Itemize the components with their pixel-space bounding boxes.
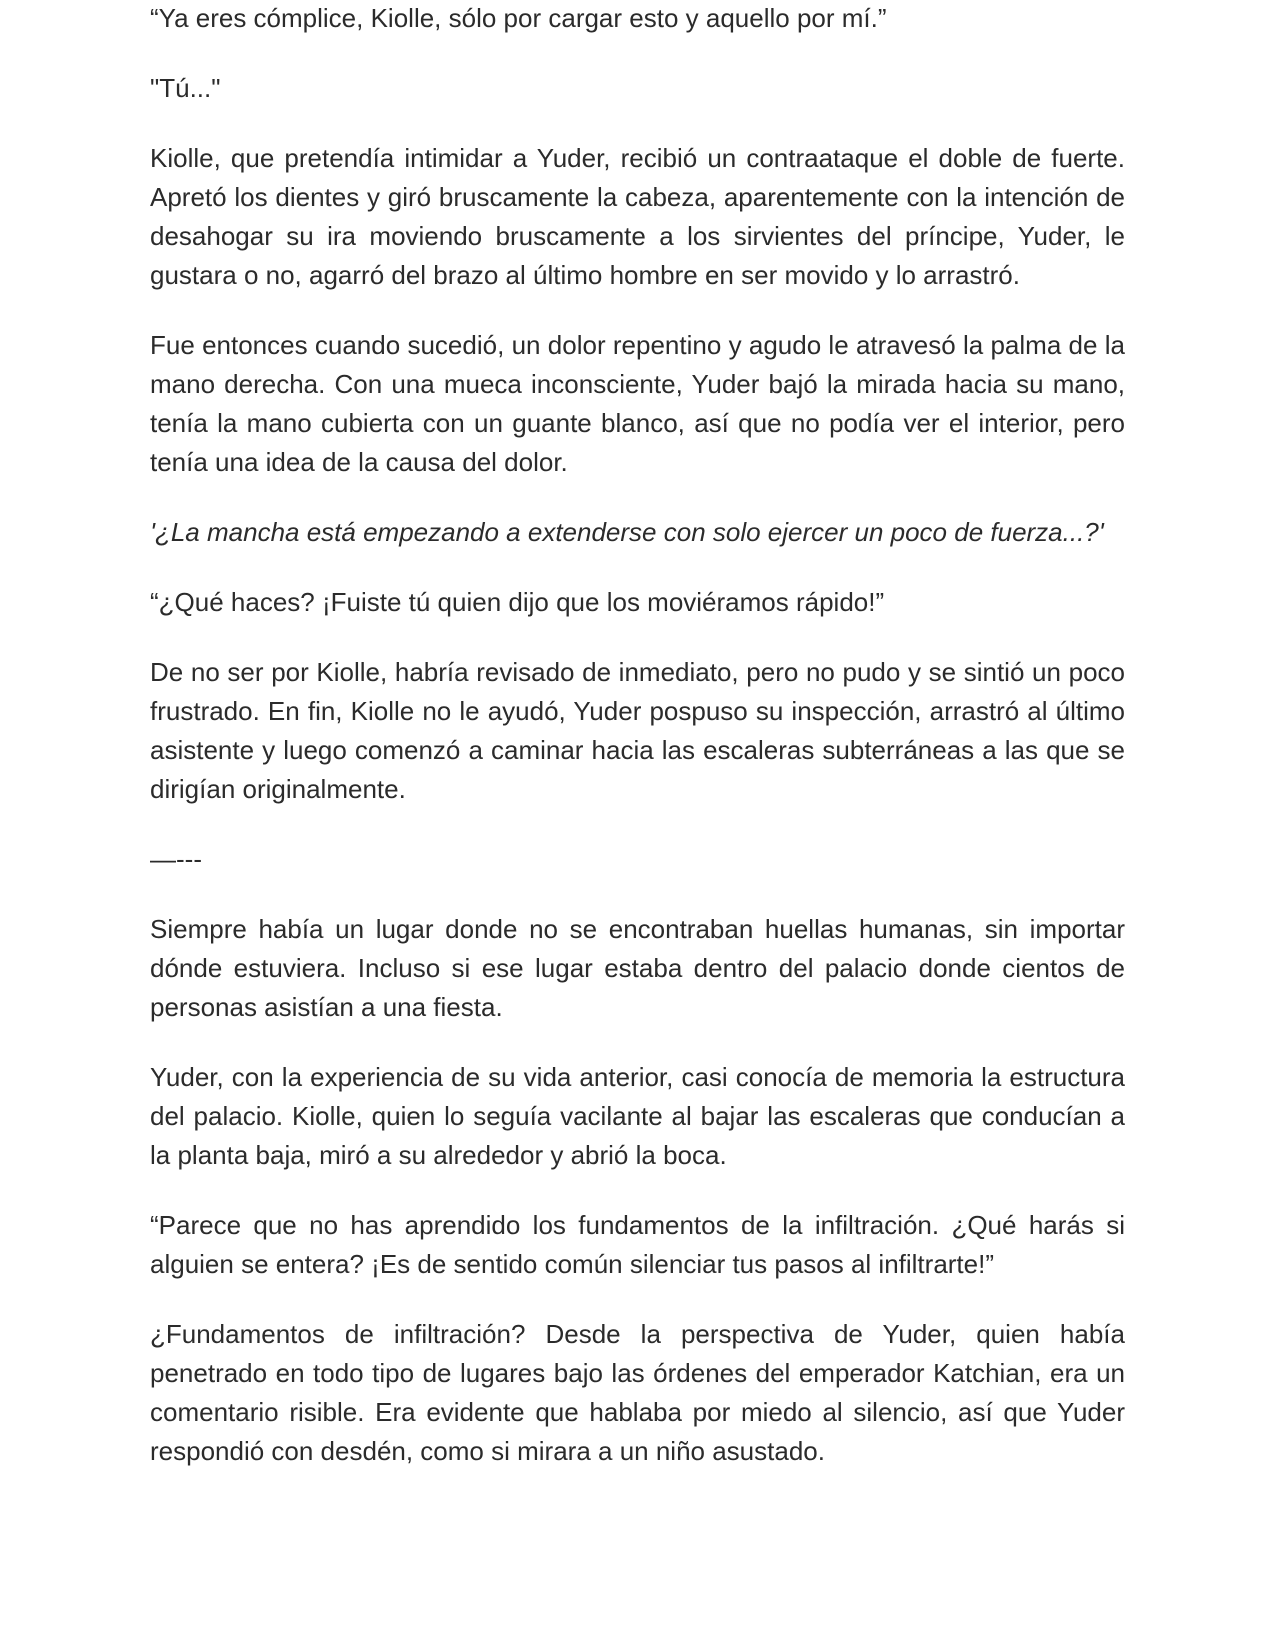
paragraph-dialogue: "Tú..." <box>150 73 221 103</box>
paragraph: Siempre había un lugar donde no se encontraban huellas humanas, sin importar dónde estuviera. Incluso si ese lugar estaba dentro del palacio donde cientos de personas asistían a una fiesta. <box>150 914 1125 1022</box>
paragraph-dialogue: “Parece que no has aprendido los fundamentos de la infiltración. ¿Qué harás si alguien se entera? ¡Es de sentido común silenciar tus pasos al infiltrarte!” <box>150 1210 1125 1279</box>
paragraph-dialogue: “¿Qué haces? ¡Fuiste tú quien dijo que los moviéramos rápido!” <box>150 587 885 617</box>
paragraph: Fue entonces cuando sucedió, un dolor repentino y agudo le atravesó la palma de la mano derecha. Con una mueca inconsciente, Yuder bajó la mirada hacia su mano, tenía la mano cubierta con un guante blanco, así que no podía ver el interior, pero tenía una idea de la causa del dolor. <box>150 330 1125 477</box>
paragraph: ¿Fundamentos de infiltración? Desde la perspectiva de Yuder, quien había penetrado en todo tipo de lugares bajo las órdenes del emperador Katchian, era un comentario risible. Era evidente que hablaba por miedo al silencio, así que Yuder respondió con desdén, como si mirara a un niño asustado. <box>150 1319 1125 1466</box>
paragraph-thought: '¿La mancha está empezando a extenderse con solo ejercer un poco de fuerza...?' <box>150 517 1104 547</box>
scene-break: —--- <box>150 844 202 874</box>
paragraph-dialogue: “Ya eres cómplice, Kiolle, sólo por cargar esto y aquello por mí.” <box>150 3 887 33</box>
paragraph: Yuder, con la experiencia de su vida anterior, casi conocía de memoria la estructura del palacio. Kiolle, quien lo seguía vacilante al bajar las escaleras que conducían a la planta baja, miró a su alrededor y abrió la boca. <box>150 1062 1125 1170</box>
paragraph: Kiolle, que pretendía intimidar a Yuder, recibió un contraataque el doble de fuerte. Apretó los dientes y giró bruscamente la cabeza, aparentemente con la intención de desahogar su ira moviendo bruscamente a los sirvientes del príncipe, Yuder, le gustara o no, agarró del brazo al último hombre en ser movido y lo arrastró. <box>150 143 1125 290</box>
paragraph: De no ser por Kiolle, habría revisado de inmediato, pero no pudo y se sintió un poco frustrado. En fin, Kiolle no le ayudó, Yuder pospuso su inspección, arrastró al último asistente y luego comenzó a caminar hacia las escaleras subterráneas a las que se dirigían originalmente. <box>150 657 1125 804</box>
document-page <box>150 0 1125 1502</box>
